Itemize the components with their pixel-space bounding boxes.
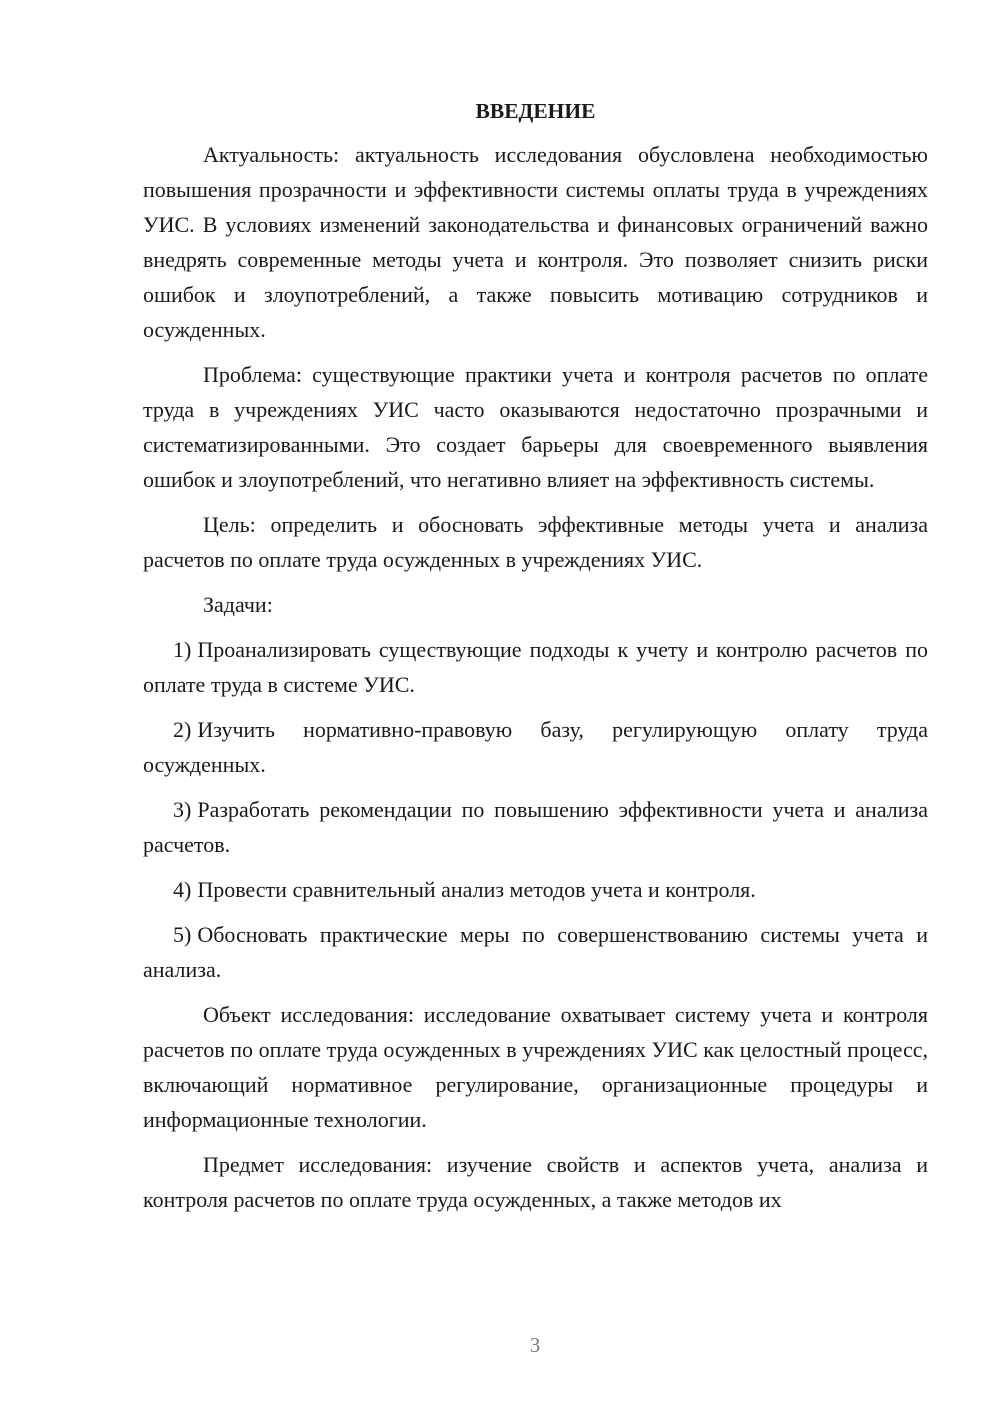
task-item-1 bbox=[143, 632, 928, 702]
paragraph-relevance: Актуальность: актуальность исследования обусловлена необходимостью повышения прозрачности и эффективности системы оплаты труда в учреждениях УИС. В условиях изменений законодательства и финансовых ограничений важно внедрять современные методы учета и контроля. Это позволяет снизить риски ошибок и злоупотреблений, а также повысить мотивацию сотрудников и осужденных. bbox=[143, 142, 928, 342]
paragraph-object: Объект исследования: исследование охватывает систему учета и контроля расчетов по оплате труда осужденных в учреждениях УИС как целостный процесс, включающий нормативное регулирование, организационные процедуры и информационные технологии. bbox=[143, 1002, 928, 1132]
task-item-5 bbox=[143, 917, 928, 987]
paragraph-goal: Цель: определить и обосновать эффективные методы учета и анализа расчетов по оплате труда осужденных в учреждениях УИС. bbox=[143, 512, 928, 572]
task-number: 1) bbox=[173, 637, 192, 662]
task-text: Проанализировать существующие подходы к учету и контролю расчетов по оплате труда в системе УИС. bbox=[143, 637, 928, 697]
task-item-2 bbox=[143, 712, 928, 782]
task-text: Изучить нормативно-правовую базу, регулирующую оплату труда осужденных. bbox=[143, 717, 928, 777]
paragraph-subject: Предмет исследования: изучение свойств и аспектов учета, анализа и контроля расчетов по оплате труда осужденных, а также методов их bbox=[143, 1152, 928, 1212]
task-number: 3) bbox=[173, 797, 192, 822]
task-number: 2) bbox=[173, 717, 192, 742]
page-number: 3 bbox=[529, 1333, 541, 1357]
page-title: ВВЕДЕНИЕ bbox=[475, 99, 596, 123]
task-text: Обосновать практические меры по совершенствованию системы учета и анализа. bbox=[143, 922, 928, 982]
task-number: 5) bbox=[173, 922, 192, 947]
task-item-4 bbox=[143, 872, 928, 907]
task-number: 4) bbox=[173, 877, 192, 902]
task-item-3 bbox=[143, 792, 928, 862]
task-text: Разработать рекомендации по повышению эффективности учета и анализа расчетов. bbox=[143, 797, 928, 857]
paragraph-tasks-heading: Задачи: bbox=[203, 592, 273, 617]
paragraph-problem: Проблема: существующие практики учета и контроля расчетов по оплате труда в учреждениях УИС часто оказываются недостаточно прозрачными и систематизированными. Это создает барьеры для своевременного выявления ошибок и злоупотреблений, что негативно влияет на эффективность системы. bbox=[143, 362, 928, 492]
task-text: Провести сравнительный анализ методов учета и контроля. bbox=[197, 877, 756, 902]
document-body bbox=[143, 95, 928, 1227]
